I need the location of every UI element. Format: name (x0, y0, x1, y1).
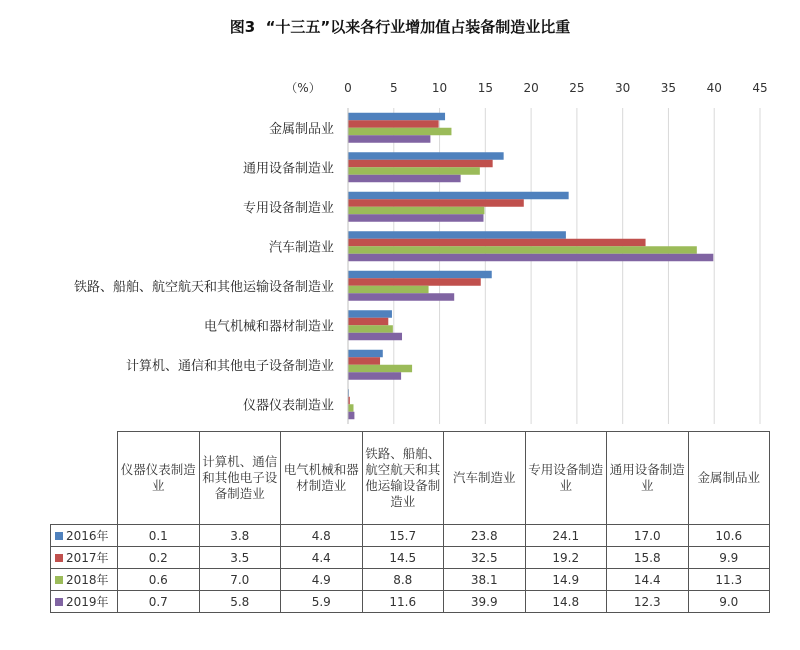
table-header-cell: 金属制品业 (688, 432, 770, 525)
bar (348, 246, 697, 254)
data-table (50, 431, 770, 613)
table-header-cell: 计算机、通信和其他电子设备制造业 (199, 432, 281, 525)
x-axis-ticks (344, 81, 767, 95)
legend-swatch (55, 532, 63, 540)
bar (348, 333, 402, 341)
category-label: 通用设备制造业 (242, 161, 334, 177)
x-tick-label: 5 (389, 81, 398, 95)
bar (348, 192, 569, 200)
x-tick-label: 15 (477, 81, 493, 95)
table-cell: 4.4 (281, 547, 363, 569)
table-cell: 9.9 (688, 547, 770, 569)
table-row (51, 525, 770, 547)
table-cell: 0.2 (118, 547, 200, 569)
bar (348, 365, 412, 373)
category-label: 汽车制造业 (268, 240, 334, 256)
legend-label: 2018年 (66, 573, 109, 587)
category-label: 专用设备制造业 (242, 200, 334, 216)
bar (348, 372, 401, 380)
table-row (51, 547, 770, 569)
legend-cell (51, 569, 118, 591)
table-cell: 17.0 (607, 525, 689, 547)
bar (348, 278, 481, 286)
table-cell: 14.5 (362, 547, 444, 569)
legend-swatch (55, 576, 63, 584)
category-labels (74, 121, 334, 414)
table-cell: 39.9 (444, 591, 526, 613)
table-cell: 14.8 (525, 591, 607, 613)
table-cell: 9.0 (688, 591, 770, 613)
bar (348, 152, 504, 160)
table-cell: 32.5 (444, 547, 526, 569)
table-row (51, 591, 770, 613)
table-cell: 10.6 (688, 525, 770, 547)
bar (348, 357, 380, 365)
table-cell: 3.8 (199, 525, 281, 547)
table-cell: 4.9 (281, 569, 363, 591)
category-label: 金属制品业 (268, 121, 334, 137)
bar (348, 412, 354, 420)
x-tick-label: 25 (569, 81, 585, 95)
table-cell: 4.8 (281, 525, 363, 547)
x-tick-label: 40 (706, 81, 722, 95)
category-label: 电气机械和器材制造业 (203, 319, 334, 335)
x-tick-label: 45 (752, 81, 768, 95)
bar (348, 113, 445, 121)
bar (348, 135, 430, 143)
bar (348, 214, 484, 222)
table-cell: 3.5 (199, 547, 281, 569)
table-cell: 8.8 (362, 569, 444, 591)
table-cell: 14.4 (607, 569, 689, 591)
bar (348, 350, 383, 358)
bar (348, 167, 480, 175)
bar (348, 293, 454, 301)
bar (348, 310, 392, 318)
legend-label: 2019年 (66, 595, 109, 609)
legend-cell (51, 547, 118, 569)
bar (348, 120, 439, 128)
table-header-cell: 仪器仪表制造业 (118, 432, 200, 525)
x-tick-label: 10 (431, 81, 448, 95)
legend-cell (51, 591, 118, 613)
x-tick-label: 20 (523, 81, 539, 95)
table-header-cell: 铁路、船舶、航空航天和其他运输设备制造业 (362, 432, 444, 525)
bar (348, 231, 566, 239)
table-header-cell: 电气机械和器材制造业 (281, 432, 363, 525)
table-cell: 15.8 (607, 547, 689, 569)
legend-swatch (55, 554, 63, 562)
category-label: 仪器仪表制造业 (242, 398, 334, 414)
table-corner (51, 432, 118, 525)
chart-title: 图3 “十三五”以来各行业增加值占装备制造业比重 (229, 18, 571, 36)
bar (348, 128, 451, 136)
table-cell: 0.1 (118, 525, 200, 547)
table-cell: 0.6 (118, 569, 200, 591)
table-header-cell: 通用设备制造业 (607, 432, 689, 525)
table-cell: 14.9 (525, 569, 607, 591)
bar (348, 199, 524, 207)
bar (348, 175, 461, 183)
table-cell: 15.7 (362, 525, 444, 547)
table-cell: 7.0 (199, 569, 281, 591)
legend-label: 2017年 (66, 551, 109, 565)
bar (348, 318, 388, 326)
legend-cell (51, 525, 118, 547)
unit-label: （%） (285, 81, 321, 95)
bar (348, 404, 353, 412)
table-header-cell: 专用设备制造业 (525, 432, 607, 525)
bar (348, 271, 492, 279)
table-cell: 19.2 (525, 547, 607, 569)
bar (348, 254, 713, 262)
legend-label: 2016年 (66, 529, 109, 543)
x-tick-label: 35 (660, 81, 677, 95)
table-cell: 11.6 (362, 591, 444, 613)
legend-swatch (55, 598, 63, 606)
bar (348, 325, 393, 333)
table-cell: 5.9 (281, 591, 363, 613)
bar (348, 286, 429, 294)
table-cell: 11.3 (688, 569, 770, 591)
table-cell: 5.8 (199, 591, 281, 613)
bar (348, 160, 493, 168)
table-header-row (51, 432, 770, 525)
bar (348, 239, 646, 247)
table-cell: 0.7 (118, 591, 200, 613)
table-header-cell: 汽车制造业 (444, 432, 526, 525)
category-label: 计算机、通信和其他电子设备制造业 (125, 358, 334, 374)
category-label: 铁路、船舶、航空航天和其他运输设备制造业 (73, 279, 334, 295)
x-tick-label: 30 (615, 81, 631, 95)
table-cell: 24.1 (525, 525, 607, 547)
bar (348, 207, 484, 215)
table-cell: 23.8 (444, 525, 526, 547)
table-cell: 38.1 (444, 569, 526, 591)
x-tick-label: 0 (344, 81, 352, 95)
table-cell: 12.3 (607, 591, 689, 613)
table-row (51, 569, 770, 591)
